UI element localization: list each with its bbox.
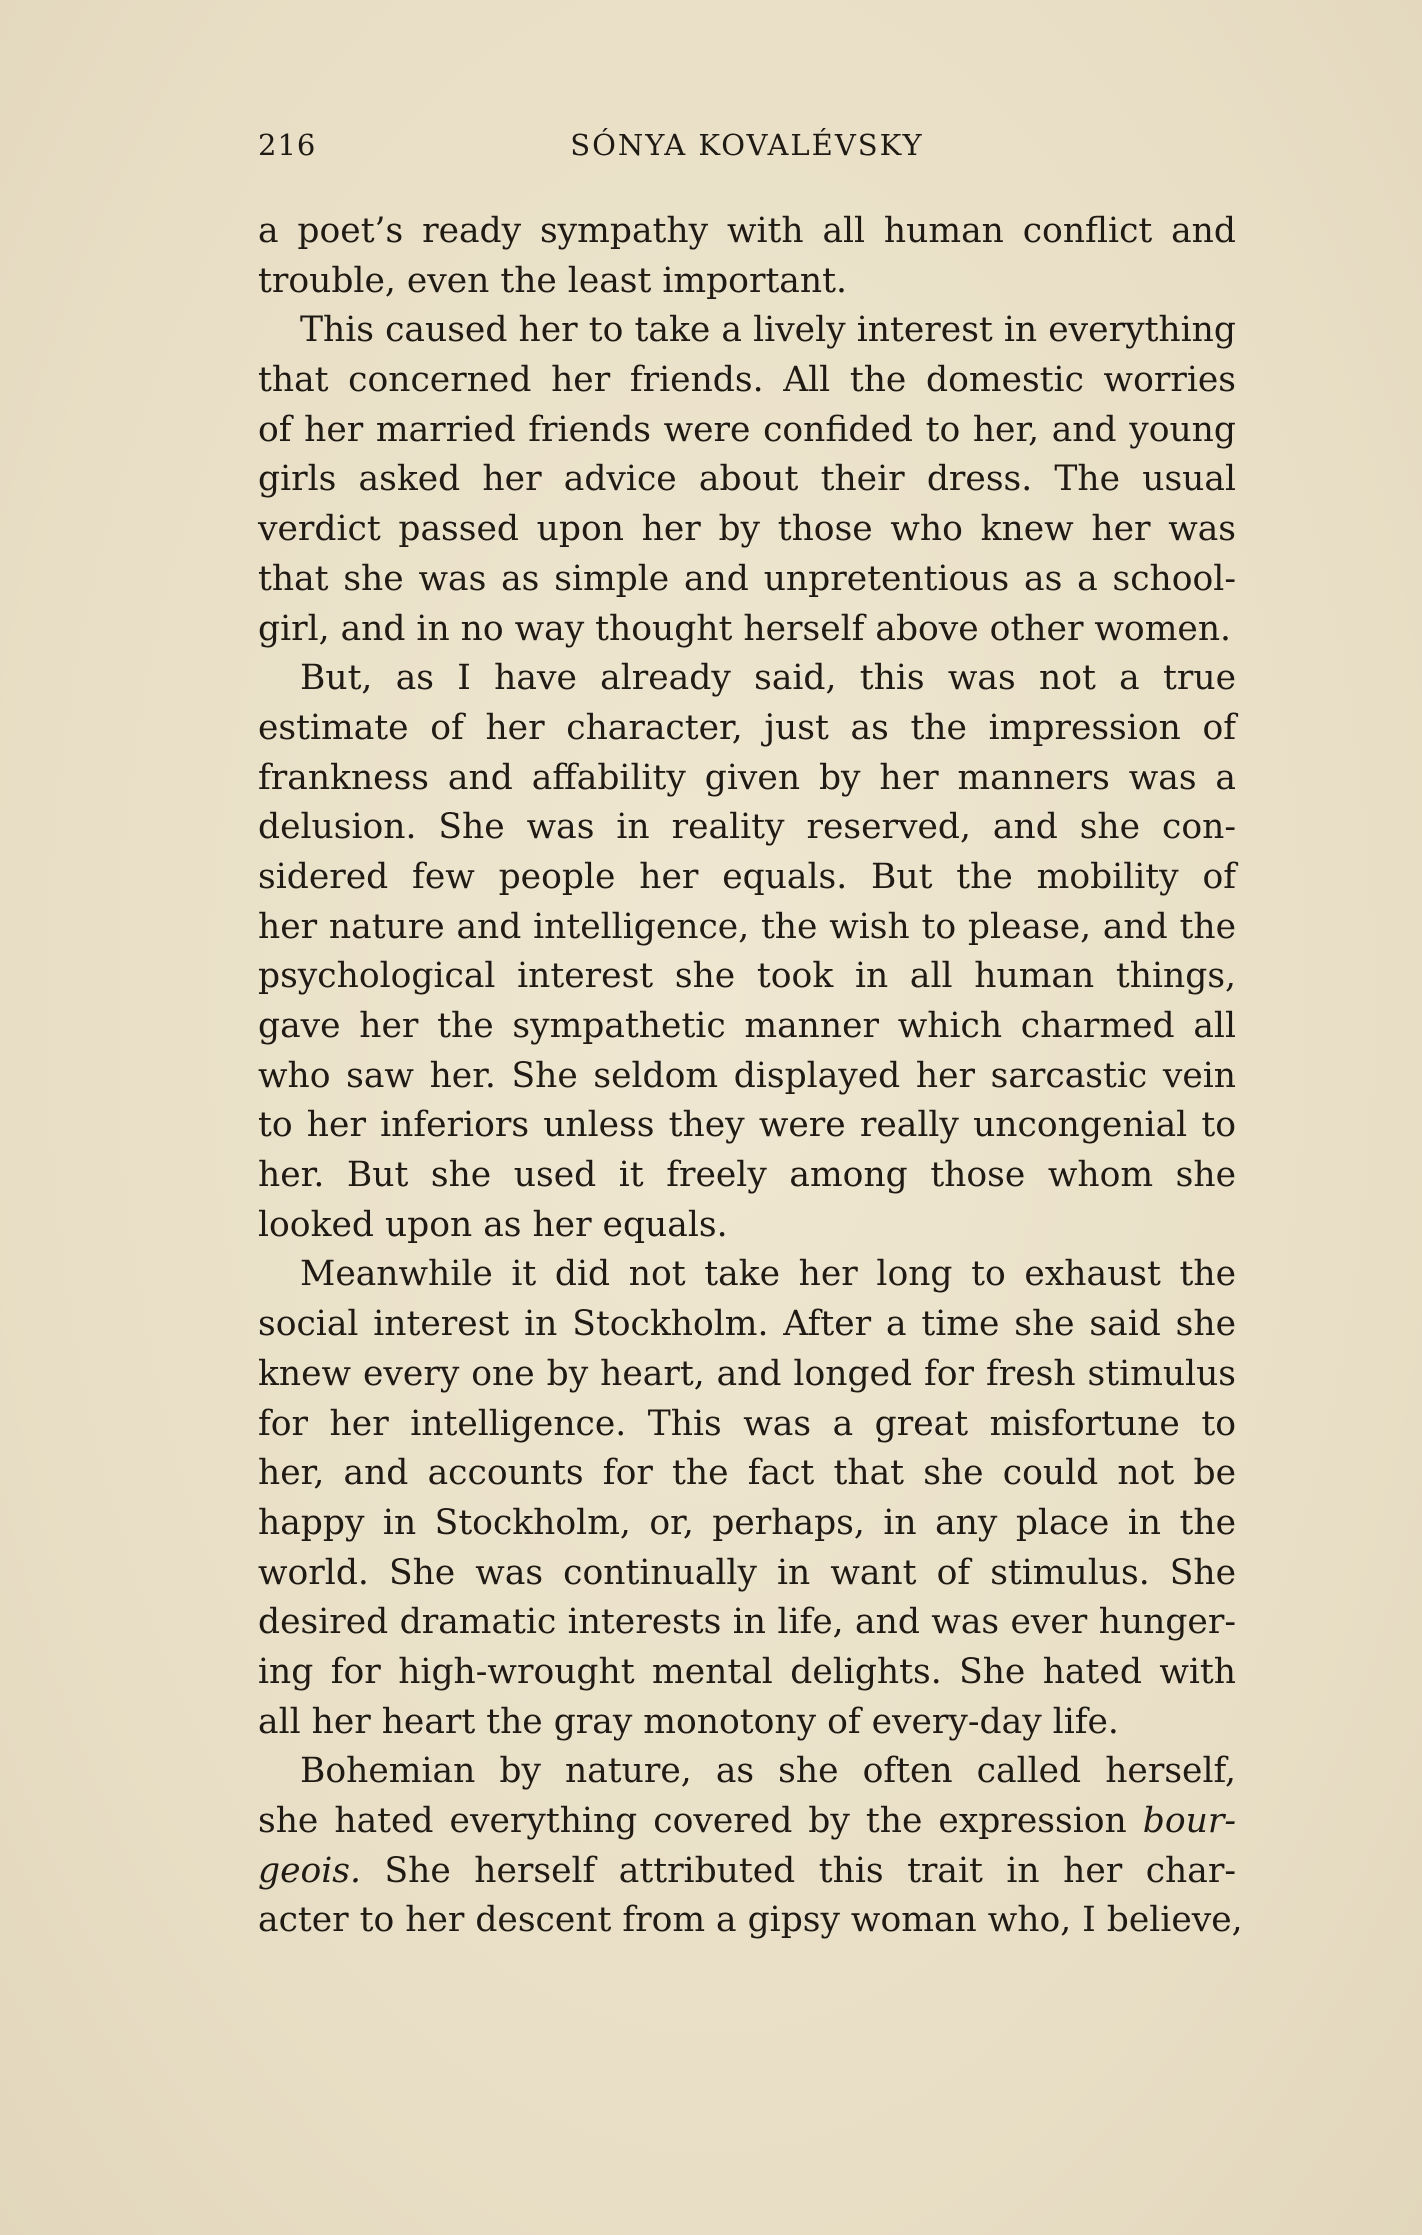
text-line: that she was as simple and unpretentious as a school-: [258, 558, 1236, 599]
text-line: knew every one by heart, and longed for fresh stimulus: [258, 1353, 1236, 1394]
text-line: that concerned her friends. All the domestic worries: [258, 360, 1236, 401]
italic-word: geois.: [258, 1850, 361, 1891]
page-number: 216: [258, 128, 317, 162]
body-text: [258, 207, 1243, 1946]
text-fragment: She herself attributed this trait in her char-: [360, 1850, 1236, 1891]
text-line: her nature and intelligence, the wish to please, and the: [258, 906, 1236, 947]
running-head: SÓNYA KOVALÉVSKY: [570, 128, 924, 162]
text-line-with-italic: [258, 1797, 1236, 1847]
text-line: desired dramatic interests in life, and was ever hunger-: [258, 1602, 1236, 1643]
text-line: verdict passed upon her by those who knew her was: [258, 509, 1236, 550]
text-line: This caused her to take a lively interest in everything: [300, 310, 1236, 351]
text-line: looked upon as her equals.: [258, 1204, 728, 1245]
text-line: gave her the sympathetic manner which charmed all: [258, 1006, 1236, 1046]
text-line: Bohemian by nature, as she often called herself,: [300, 1751, 1236, 1792]
italic-word: bour-: [1142, 1801, 1236, 1841]
text-line: happy in Stockholm, or, perhaps, in any place in the: [258, 1502, 1236, 1543]
text-line-with-italic: [258, 1847, 1236, 1897]
page-header: [258, 128, 1236, 172]
text-line: girl, and in no way thought herself above other women.: [258, 608, 1232, 649]
text-line: delusion. She was in reality reserved, and she con-: [258, 807, 1236, 848]
text-line: girls asked her advice about their dress. The usual: [258, 459, 1236, 500]
text-line: trouble, even the least important.: [258, 260, 847, 301]
text-line: who saw her. She seldom displayed her sarcastic vein: [258, 1055, 1236, 1096]
text-line: acter to her descent from a gipsy woman who, I believe,: [258, 1900, 1243, 1941]
text-line: psychological interest she took in all human things,: [258, 956, 1236, 997]
text-line: a poet’s ready sympathy with all human conflict and: [258, 211, 1236, 251]
text-line: social interest in Stockholm. After a time she said she: [258, 1304, 1236, 1345]
text-line: frankness and affability given by her manners was a: [258, 757, 1236, 798]
text-line: ing for high-wrought mental delights. She hated with: [258, 1651, 1236, 1692]
text-line: sidered few people her equals. But the mobility of: [258, 856, 1236, 897]
text-line: to her inferiors unless they were really uncongenial to: [258, 1105, 1236, 1146]
text-line: all her heart the gray monotony of every-day life.: [258, 1701, 1119, 1742]
text-line: But, as I have already said, this was not a true: [300, 658, 1236, 699]
text-line: her. But she used it freely among those whom she: [258, 1155, 1236, 1196]
text-line: estimate of her character, just as the impression of: [258, 707, 1236, 748]
text-line: Meanwhile it did not take her long to exhaust the: [300, 1254, 1236, 1295]
text-fragment: she hated everything covered by the expression: [258, 1801, 1143, 1841]
text-line: world. She was continually in want of stimulus. She: [258, 1552, 1236, 1593]
text-line: her, and accounts for the fact that she could not be: [258, 1453, 1236, 1494]
text-line: of her married friends were confided to her, and young: [258, 409, 1236, 450]
text-line: for her intelligence. This was a great misfortune to: [258, 1403, 1236, 1444]
